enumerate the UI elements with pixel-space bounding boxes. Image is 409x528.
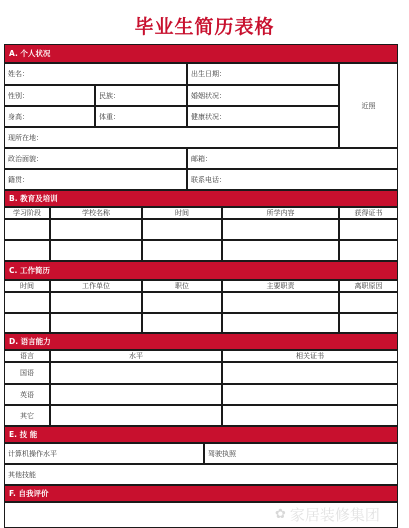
work-cell[interactable] xyxy=(4,313,50,333)
email-field[interactable]: 邮箱： xyxy=(187,148,398,169)
education-cell[interactable] xyxy=(339,240,398,261)
work-header-position: 职位 xyxy=(142,280,222,292)
weight-field[interactable]: 体重： xyxy=(95,106,187,127)
political-status-field[interactable]: 政治面貌： xyxy=(4,148,187,169)
marital-status-field[interactable]: 婚姻状况： xyxy=(187,85,339,106)
section-skills-header: E. 技 能 xyxy=(4,426,398,443)
language-english-label: 英语 xyxy=(4,384,50,405)
education-cell[interactable] xyxy=(50,240,142,261)
name-field[interactable]: 姓名： xyxy=(4,63,187,85)
education-header-school: 学校名称 xyxy=(50,207,142,219)
education-cell[interactable] xyxy=(4,240,50,261)
section-education-header: B. 教育及培训 xyxy=(4,190,398,207)
work-cell[interactable] xyxy=(50,292,142,313)
work-cell[interactable] xyxy=(222,313,339,333)
education-cell[interactable] xyxy=(50,219,142,240)
native-place-field[interactable]: 籍贯： xyxy=(4,169,187,190)
language-certificate-cell[interactable] xyxy=(222,362,398,384)
work-header-leave-reason: 离职原因 xyxy=(339,280,398,292)
section-self-evaluation-header: F. 自我评价 xyxy=(4,485,398,502)
photo-box[interactable]: 近照 xyxy=(339,63,398,148)
other-skills-field[interactable]: 其他技能 xyxy=(4,464,398,485)
phone-field[interactable]: 联系电话： xyxy=(187,169,398,190)
section-language-header: D. 语言能力 xyxy=(4,333,398,350)
health-status-field[interactable]: 健康状况： xyxy=(187,106,339,127)
height-field[interactable]: 身高： xyxy=(4,106,95,127)
resume-title: 毕业生简历表格 xyxy=(134,16,275,38)
watermark-text: 家居装修集团 xyxy=(289,505,380,524)
work-header-time: 时间 xyxy=(4,280,50,292)
watermark-icon: ✿ xyxy=(275,506,286,522)
education-cell[interactable] xyxy=(142,240,222,261)
work-cell[interactable] xyxy=(142,292,222,313)
language-certificate-cell[interactable] xyxy=(222,405,398,426)
language-header-certificate: 相关证书 xyxy=(222,350,398,362)
work-cell[interactable] xyxy=(4,292,50,313)
work-cell[interactable] xyxy=(142,313,222,333)
education-header-certificate: 获得证书 xyxy=(339,207,398,219)
ethnicity-field[interactable]: 民族： xyxy=(95,85,187,106)
section-work-header: C. 工作简历 xyxy=(4,261,398,280)
education-cell[interactable] xyxy=(339,219,398,240)
language-header-language: 语言 xyxy=(4,350,50,362)
work-header-duties: 主要职责 xyxy=(222,280,339,292)
education-header-content: 所学内容 xyxy=(222,207,339,219)
current-location-field[interactable]: 现所在地： xyxy=(4,127,339,148)
section-personal-header: A. 个人状况 xyxy=(4,44,398,63)
education-cell[interactable] xyxy=(4,219,50,240)
education-cell[interactable] xyxy=(142,219,222,240)
work-cell[interactable] xyxy=(339,313,398,333)
education-header-time: 时间 xyxy=(142,207,222,219)
language-certificate-cell[interactable] xyxy=(222,384,398,405)
work-cell[interactable] xyxy=(339,292,398,313)
education-cell[interactable] xyxy=(222,219,339,240)
gender-field[interactable]: 性别： xyxy=(4,85,95,106)
language-level-cell[interactable] xyxy=(50,384,222,405)
computer-skill-field[interactable]: 计算机操作水平 xyxy=(4,443,204,464)
resume-form xyxy=(4,44,398,528)
work-header-employer: 工作单位 xyxy=(50,280,142,292)
education-header-stage: 学习阶段 xyxy=(4,207,50,219)
birth-date-field[interactable]: 出生日期： xyxy=(187,63,339,85)
driving-license-field[interactable]: 驾驶执照 xyxy=(204,443,398,464)
work-cell[interactable] xyxy=(222,292,339,313)
language-level-cell[interactable] xyxy=(50,362,222,384)
education-cell[interactable] xyxy=(222,240,339,261)
language-level-cell[interactable] xyxy=(50,405,222,426)
watermark xyxy=(275,500,405,528)
language-header-level: 水平 xyxy=(50,350,222,362)
language-mandarin-label: 国语 xyxy=(4,362,50,384)
work-cell[interactable] xyxy=(50,313,142,333)
language-other-label: 其它 xyxy=(4,405,50,426)
